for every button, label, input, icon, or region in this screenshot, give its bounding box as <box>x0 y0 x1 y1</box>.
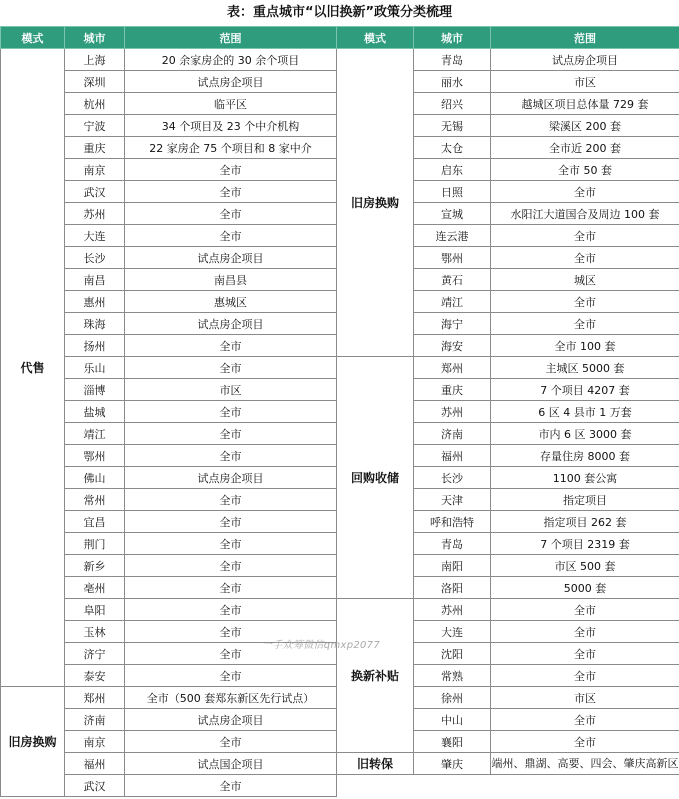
mode-cell-right: 旧房换购 <box>337 49 414 357</box>
scope-cell: 试点房企项目 <box>125 709 337 731</box>
city-cell: 淄博 <box>65 379 125 401</box>
scope-cell: 市区 <box>491 687 679 709</box>
table-row <box>1 599 679 621</box>
scope-cell: 全市 <box>491 731 679 753</box>
city-cell: 宁波 <box>65 115 125 137</box>
city-cell: 靖江 <box>65 423 125 445</box>
scope-cell: 全市 <box>125 533 337 555</box>
scope-cell: 5000 套 <box>491 577 679 599</box>
scope-cell: 34 个项目及 23 个中介机构 <box>125 115 337 137</box>
city-cell: 沈阳 <box>414 643 491 665</box>
scope-cell: 试点房企项目 <box>125 71 337 93</box>
city-cell: 鄂州 <box>414 247 491 269</box>
city-cell: 珠海 <box>65 313 125 335</box>
city-cell: 福州 <box>65 753 125 775</box>
city-cell: 新乡 <box>65 555 125 577</box>
city-cell: 洛阳 <box>414 577 491 599</box>
city-cell: 盐城 <box>65 401 125 423</box>
city-cell: 常熟 <box>414 665 491 687</box>
city-cell: 绍兴 <box>414 93 491 115</box>
scope-cell: 全市 <box>491 665 679 687</box>
scope-cell: 全市 <box>125 731 337 753</box>
scope-cell: 全市（500 套郑东新区先行试点） <box>125 687 337 709</box>
scope-cell: 全市 <box>125 225 337 247</box>
city-cell: 杭州 <box>65 93 125 115</box>
mode-cell-left: 旧房换购 <box>1 687 65 797</box>
city-cell: 南京 <box>65 731 125 753</box>
city-cell: 太仓 <box>414 137 491 159</box>
scope-cell: 试点房企项目 <box>125 247 337 269</box>
city-cell: 苏州 <box>414 599 491 621</box>
city-cell: 武汉 <box>65 775 125 797</box>
city-cell: 重庆 <box>65 137 125 159</box>
city-cell: 宜昌 <box>65 511 125 533</box>
policy-table <box>0 26 679 797</box>
city-cell: 苏州 <box>65 203 125 225</box>
scope-cell: 端州、鼎湖、高要、四会、肇庆高新区 <box>491 753 679 775</box>
scope-cell: 6 区 4 县市 1 万套 <box>491 401 679 423</box>
scope-cell: 20 余家房企的 30 余个项目 <box>125 49 337 71</box>
scope-cell: 全市 <box>125 445 337 467</box>
header-mode-right: 模式 <box>337 27 414 49</box>
city-cell: 丽水 <box>414 71 491 93</box>
header-scope-left: 范围 <box>125 27 337 49</box>
scope-cell: 全市 <box>125 335 337 357</box>
scope-cell: 7 个项目 4207 套 <box>491 379 679 401</box>
city-cell: 亳州 <box>65 577 125 599</box>
city-cell: 肇庆 <box>414 753 491 775</box>
scope-cell: 指定项目 <box>491 489 679 511</box>
scope-cell: 全市 <box>125 643 337 665</box>
city-cell: 泰安 <box>65 665 125 687</box>
scope-cell: 22 家房企 75 个项目和 8 家中介 <box>125 137 337 159</box>
scope-cell: 全市 <box>125 357 337 379</box>
scope-cell: 全市 <box>125 775 337 797</box>
city-cell: 常州 <box>65 489 125 511</box>
scope-cell: 全市 <box>125 181 337 203</box>
mode-cell-right: 回购收储 <box>337 357 414 599</box>
mode-cell-left: 代售 <box>1 49 65 687</box>
city-cell: 郑州 <box>414 357 491 379</box>
city-cell: 鄂州 <box>65 445 125 467</box>
mode-cell-right: 旧转保 <box>337 753 414 775</box>
table-row <box>1 775 679 797</box>
header-mode-left: 模式 <box>1 27 65 49</box>
scope-cell: 试点国企项目 <box>125 753 337 775</box>
scope-cell: 全市 <box>125 621 337 643</box>
scope-cell: 全市 <box>125 423 337 445</box>
scope-cell: 市区 <box>125 379 337 401</box>
city-cell: 襄阳 <box>414 731 491 753</box>
city-cell: 重庆 <box>414 379 491 401</box>
scope-cell: 全市 <box>125 555 337 577</box>
scope-cell: 全市 <box>491 181 679 203</box>
header-city-left: 城市 <box>65 27 125 49</box>
city-cell: 深圳 <box>65 71 125 93</box>
scope-cell: 城区 <box>491 269 679 291</box>
city-cell: 阜阳 <box>65 599 125 621</box>
scope-cell: 全市 <box>491 643 679 665</box>
city-cell: 海宁 <box>414 313 491 335</box>
city-cell: 长沙 <box>65 247 125 269</box>
scope-cell: 存量住房 8000 套 <box>491 445 679 467</box>
city-cell: 佛山 <box>65 467 125 489</box>
city-cell: 宣城 <box>414 203 491 225</box>
scope-cell: 水阳江大道国合及周边 100 套 <box>491 203 679 225</box>
city-cell: 济宁 <box>65 643 125 665</box>
scope-cell: 7 个项目 2319 套 <box>491 533 679 555</box>
city-cell: 福州 <box>414 445 491 467</box>
scope-cell: 指定项目 262 套 <box>491 511 679 533</box>
scope-cell: 全市 <box>125 159 337 181</box>
city-cell: 济南 <box>65 709 125 731</box>
table-row <box>1 753 679 775</box>
city-cell: 日照 <box>414 181 491 203</box>
city-cell: 青岛 <box>414 49 491 71</box>
scope-cell: 全市 <box>491 247 679 269</box>
city-cell: 上海 <box>65 49 125 71</box>
city-cell: 苏州 <box>414 401 491 423</box>
city-cell: 南阳 <box>414 555 491 577</box>
scope-cell: 全市 <box>491 291 679 313</box>
scope-cell: 越城区项目总体量 729 套 <box>491 93 679 115</box>
city-cell: 大连 <box>414 621 491 643</box>
scope-cell: 全市 <box>125 577 337 599</box>
header-row <box>1 27 679 49</box>
city-cell: 济南 <box>414 423 491 445</box>
city-cell: 青岛 <box>414 533 491 555</box>
scope-cell: 全市 <box>125 401 337 423</box>
header-city-right: 城市 <box>414 27 491 49</box>
scope-cell: 全市 <box>491 313 679 335</box>
city-cell: 惠州 <box>65 291 125 313</box>
table-row <box>1 49 679 71</box>
table-row <box>1 357 679 379</box>
scope-cell: 全市近 200 套 <box>491 137 679 159</box>
city-cell: 扬州 <box>65 335 125 357</box>
city-cell: 海安 <box>414 335 491 357</box>
mode-cell-right: 换新补贴 <box>337 599 414 753</box>
city-cell: 南昌 <box>65 269 125 291</box>
city-cell: 靖江 <box>414 291 491 313</box>
scope-cell: 市区 500 套 <box>491 555 679 577</box>
scope-cell: 试点房企项目 <box>491 49 679 71</box>
scope-cell: 试点房企项目 <box>125 313 337 335</box>
header-scope-right: 范围 <box>491 27 679 49</box>
city-cell: 荆门 <box>65 533 125 555</box>
city-cell: 玉林 <box>65 621 125 643</box>
city-cell: 郑州 <box>65 687 125 709</box>
scope-cell: 全市 <box>125 203 337 225</box>
city-cell: 启东 <box>414 159 491 181</box>
scope-cell: 梁溪区 200 套 <box>491 115 679 137</box>
scope-cell: 全市 50 套 <box>491 159 679 181</box>
city-cell: 武汉 <box>65 181 125 203</box>
scope-cell: 全市 <box>491 599 679 621</box>
city-cell: 黄石 <box>414 269 491 291</box>
scope-cell: 全市 100 套 <box>491 335 679 357</box>
city-cell: 乐山 <box>65 357 125 379</box>
scope-cell: 全市 <box>125 665 337 687</box>
city-cell: 长沙 <box>414 467 491 489</box>
scope-cell: 临平区 <box>125 93 337 115</box>
scope-cell: 全市 <box>491 225 679 247</box>
scope-cell: 试点房企项目 <box>125 467 337 489</box>
page-title: 表：重点城市“以旧换新”政策分类梳理 <box>226 5 453 20</box>
city-cell: 中山 <box>414 709 491 731</box>
scope-cell: 市内 6 区 3000 套 <box>491 423 679 445</box>
city-cell: 无锡 <box>414 115 491 137</box>
city-cell: 天津 <box>414 489 491 511</box>
scope-cell: 全市 <box>125 511 337 533</box>
scope-cell: 主城区 5000 套 <box>491 357 679 379</box>
city-cell: 徐州 <box>414 687 491 709</box>
city-cell: 呼和浩特 <box>414 511 491 533</box>
city-cell: 连云港 <box>414 225 491 247</box>
scope-cell: 1100 套公寓 <box>491 467 679 489</box>
scope-cell: 惠城区 <box>125 291 337 313</box>
city-cell: 南京 <box>65 159 125 181</box>
scope-cell: 全市 <box>491 621 679 643</box>
scope-cell: 南昌县 <box>125 269 337 291</box>
city-cell: 大连 <box>65 225 125 247</box>
watermark: 一手众筹微信qmxp2077 <box>262 640 381 651</box>
scope-cell: 全市 <box>125 489 337 511</box>
scope-cell: 全市 <box>125 599 337 621</box>
scope-cell: 全市 <box>491 709 679 731</box>
scope-cell: 市区 <box>491 71 679 93</box>
